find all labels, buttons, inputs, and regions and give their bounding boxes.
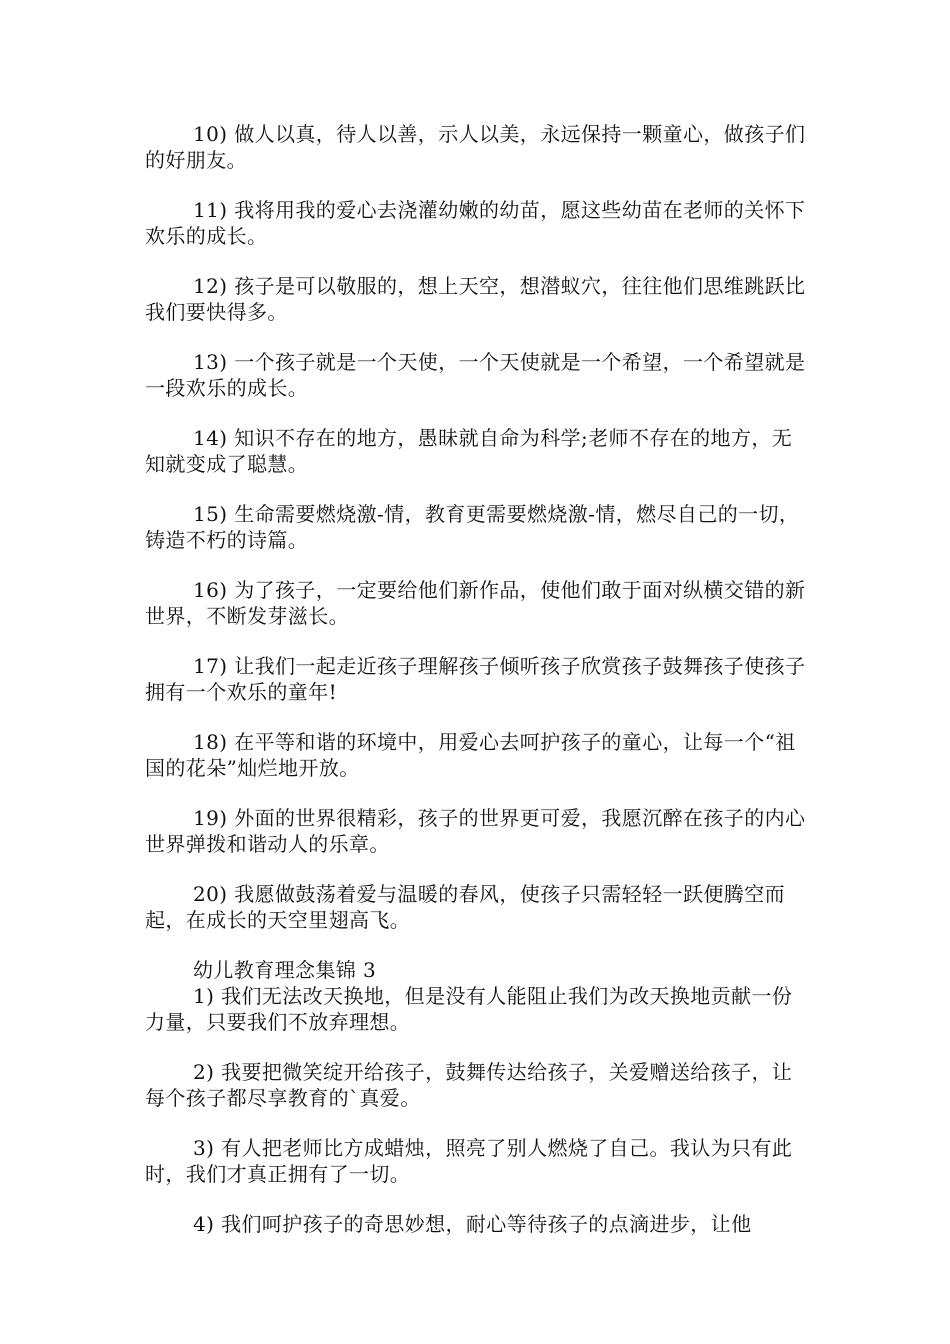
paragraph-gap <box>145 933 807 957</box>
paragraph-gap <box>145 249 807 273</box>
paragraph-s3-4: 4) 我们呵护孩子的奇思妙想，耐心等待孩子的点滴进步，让他 <box>193 1212 752 1236</box>
paragraph-s3-3: 3) 有人把老师比方成蜡烛，照亮了别人燃烧了自己。我认为只有此时，我们才真正拥有了一切。 <box>145 1136 793 1186</box>
paragraph-gap <box>145 173 807 197</box>
paragraph-gap <box>145 1111 807 1135</box>
paragraph-gap <box>145 325 807 349</box>
paragraph-17: 17) 让我们一起走近孩子理解孩子倾听孩子欣赏孩子鼓舞孩子使孩子拥有一个欢乐的童年! <box>145 654 806 704</box>
document-body <box>145 121 807 1237</box>
section-heading: 幼儿教育理念集锦 3 <box>193 958 377 982</box>
paragraph-14: 14) 知识不存在的地方，愚昧就自命为科学;老师不存在的地方，无知就变成了聪慧。 <box>145 426 793 476</box>
paragraph-gap <box>145 857 807 881</box>
paragraph-gap <box>145 401 807 425</box>
paragraph-16: 16) 为了孩子，一定要给他们新作品，使他们敢于面对纵横交错的新世界，不断发芽滋长。 <box>145 578 806 628</box>
paragraph-gap <box>145 553 807 577</box>
paragraph-gap <box>145 1035 807 1059</box>
paragraph-13: 13) 一个孩子就是一个天使，一个天使就是一个希望，一个希望就是一段欢乐的成长。 <box>145 350 806 400</box>
paragraph-12: 12) 孩子是可以敬服的，想上天空，想潜蚁穴，往往他们思维跳跃比我们要快得多。 <box>145 274 806 324</box>
paragraph-gap <box>145 705 807 729</box>
paragraph-gap <box>145 781 807 805</box>
paragraph-gap <box>145 477 807 501</box>
paragraph-15: 15) 生命需要燃烧激-情，教育更需要燃烧激-情，燃尽自己的一切，铸造不朽的诗篇。 <box>145 502 800 552</box>
paragraph-gap <box>145 1187 807 1211</box>
paragraph-18: 18) 在平等和谐的环境中，用爱心去呵护孩子的童心，让每一个“祖国的花朵”灿烂地开放。 <box>145 730 796 780</box>
paragraph-20: 20) 我愿做鼓荡着爱与温暖的春风，使孩子只需轻轻一跃便腾空而起，在成长的天空里翅高飞。 <box>145 882 786 932</box>
paragraph-11: 11) 我将用我的爱心去浇灌幼嫩的幼苗，愿这些幼苗在老师的关怀下欢乐的成长。 <box>145 198 806 248</box>
paragraph-s3-1: 1) 我们无法改天换地，但是没有人能阻止我们为改天换地贡献一份力量，只要我们不放弃理想。 <box>145 984 793 1034</box>
paragraph-19: 19) 外面的世界很精彩，孩子的世界更可爱，我愿沉醉在孩子的内心世界弹拨和谐动人的乐章。 <box>145 806 806 856</box>
paragraph-gap <box>145 629 807 653</box>
paragraph-s3-2: 2) 我要把微笑绽开给孩子，鼓舞传达给孩子，关爱赠送给孩子，让每个孩子都尽享教育的`真爱。 <box>145 1060 793 1110</box>
paragraph-10: 10) 做人以真，待人以善，示人以美，永远保持一颗童心，做孩子们的好朋友。 <box>145 122 806 172</box>
